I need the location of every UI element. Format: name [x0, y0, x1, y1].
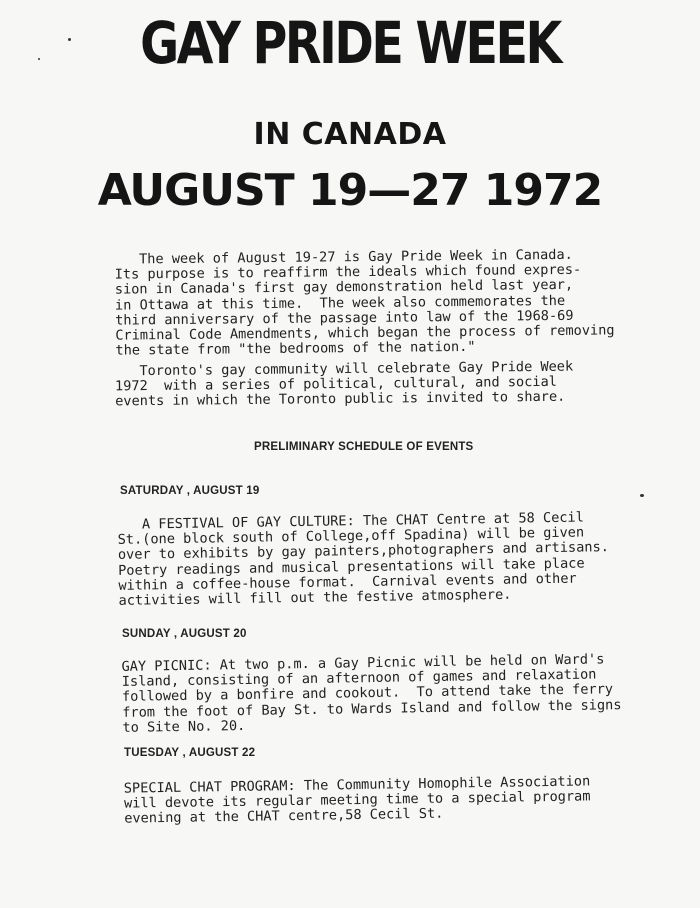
speck-mark — [68, 38, 71, 41]
event-day-sunday: SUNDAY , AUGUST 20 — [122, 628, 247, 640]
event-text-sunday: GAY PICNIC: At two p.m. a Gay Picnic will be held on Ward's Island, consisting of an afternoon of games and relaxation followed by a bonfire and cookout. To attend take the ferry from the foot of Bay St. to Wards Island and follow the signs to Site No. 20. — [121, 651, 622, 736]
event-day-tuesday: TUESDAY , AUGUST 22 — [124, 747, 256, 759]
speck-mark — [640, 494, 644, 497]
intro-paragraph-1: The week of August 19-27 is Gay Pride Week in Canada. Its purpose is to reaffirm the ideals which found expres- sion in Canada's first gay demonstration held last year, in Ottawa at this time. The week also commemorates the third anniversary of the passage into law of the 1968-69 Criminal Code Amendments, which began the process of removing the state from "the bedrooms of the nation." — [114, 246, 615, 359]
event-dates: AUGUST 19—27 1972 — [97, 165, 603, 216]
event-day-saturday: SATURDAY , AUGUST 19 — [120, 485, 260, 497]
schedule-heading: PRELIMINARY SCHEDULE OF EVENTS — [254, 441, 474, 453]
page-title: GAY PRIDE WEEK — [140, 9, 560, 77]
speck-mark — [38, 58, 40, 60]
event-text-tuesday: SPECIAL CHAT PROGRAM: The Community Homophile Association will devote its regular meeting time to a special program evening at the CHAT centre,58 Cecil St. — [123, 773, 591, 828]
event-text-saturday: A FESTIVAL OF GAY CULTURE: The CHAT Centre at 58 Cecil St.(one block south of College,off Spadina) will be given over to exhibits by gay painters,photographers and artisans. Poetry readings and musical presentations will take place within a coffee-house format. Carnival events and other activities will fill out the festive atmosphere. — [117, 509, 610, 609]
intro-paragraph-2: Toronto's gay community will celebrate Gay Pride Week 1972 with a series of political, cultural, and social events in which the Toronto public is invited to share. — [114, 358, 574, 410]
page-subtitle: IN CANADA — [253, 117, 447, 152]
